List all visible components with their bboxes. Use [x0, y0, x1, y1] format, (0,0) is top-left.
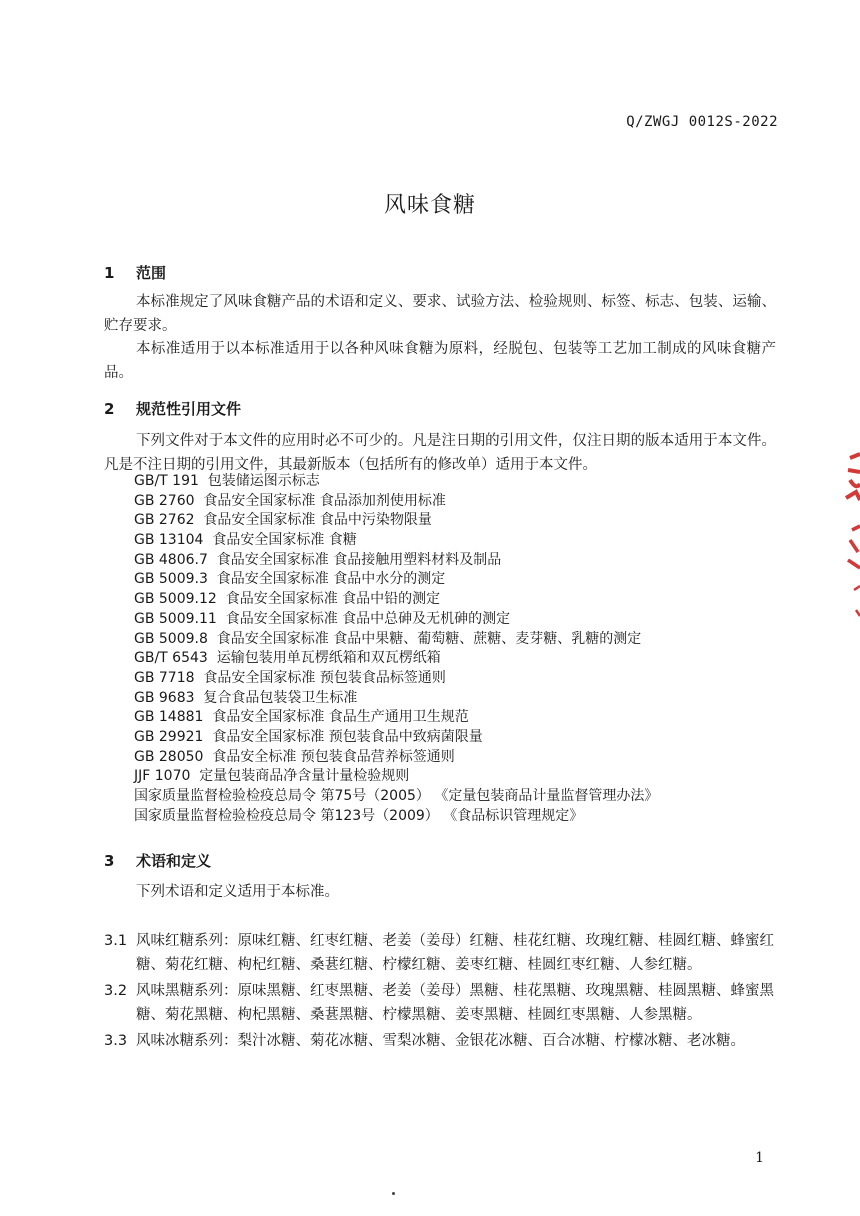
term-text: 风味红糖系列：原味红糖、红枣红糖、老姜（姜母）红糖、桂花红糖、玫瑰红糖、桂圆红糖、蜂蜜红糖、菊花红糖、枸杞红糖、桑葚红糖、柠檬红糖、姜枣红糖、桂圆红枣红糖、人参红糖。: [136, 933, 774, 973]
scope-paragraph-2: 本标准适用于以本标准适用于以各种风味食糖为原料，经脱包、包装等工艺加工制成的风味食糖产品。: [104, 341, 776, 381]
reference-item: GB 5009.12 食品安全国家标准 食品中铅的测定: [134, 591, 441, 608]
section-number: 1: [104, 264, 115, 282]
section-heading-terms: [104, 850, 211, 871]
reference-item: GB 9683 复合食品包装袋卫生标准: [134, 689, 358, 706]
section-number: 2: [104, 400, 115, 418]
terms-list: [104, 929, 780, 1055]
term-number: 3.3: [104, 1033, 128, 1049]
standard-code: Q/ZWGJ 0012S-2022: [626, 114, 778, 130]
reference-item: GB 2762 食品安全国家标准 食品中污染物限量: [134, 512, 432, 529]
terms-intro: 下列术语和定义适用于本标准。: [136, 884, 339, 900]
reference-item: 国家质量监督检验检疫总局令 第123号（2009） 《食品标识管理规定》: [134, 807, 584, 824]
reference-item: GB 14881 食品安全国家标准 食品生产通用卫生规范: [134, 709, 469, 726]
reference-item: GB 28050 食品安全标准 预包装食品营养标签通则: [134, 748, 455, 765]
reference-item: GB 5009.3 食品安全国家标准 食品中水分的测定: [134, 571, 446, 588]
section-number: 3: [104, 852, 115, 870]
reference-item: JJF 1070 定量包装商品净含量计量检验规则: [134, 768, 410, 785]
reference-item: GB/T 191 包装储运图示标志: [134, 473, 320, 489]
term-number: 3.1: [104, 933, 128, 949]
section-heading-scope: [104, 262, 166, 283]
term-number: 3.2: [104, 983, 128, 999]
term-text: 风味黑糖系列：原味黑糖、红枣黑糖、老姜（姜母）黑糖、桂花黑糖、玫瑰黑糖、桂圆黑糖、蜂蜜黑糖、菊花黑糖、枸杞黑糖、桑葚黑糖、柠檬黑糖、姜枣黑糖、桂圆红枣黑糖、人参黑糖。: [136, 983, 774, 1023]
scan-mark: [392, 1192, 395, 1195]
term-item: [104, 979, 780, 1027]
reference-item: GB 4806.7 食品安全国家标准 食品接触用塑料材料及制品: [134, 551, 502, 568]
reference-item: GB 2760 食品安全国家标准 食品添加剂使用标准: [134, 492, 446, 509]
reference-item: GB/T 6543 运输包装用单瓦楞纸箱和双瓦楞纸箱: [134, 650, 441, 667]
reference-item: GB 7718 食品安全国家标准 预包装食品标签通则: [134, 669, 446, 686]
page-number: 1: [755, 1150, 764, 1166]
reference-item: GB 5009.8 食品安全国家标准 食品中果糖、葡萄糖、蔗糖、麦芽糖、乳糖的测定: [134, 630, 642, 647]
reference-list: [134, 472, 658, 826]
section-title: 范围: [136, 264, 167, 282]
reference-item: GB 29921 食品安全国家标准 预包装食品中致病菌限量: [134, 728, 483, 745]
normative-intro: 下列文件对于本文件的应用时必不可少的。凡是注日期的引用文件，仅注日期的版本适用于本文件。凡是不注日期的引用文件，其最新版本（包括所有的修改单）适用于本文件。: [104, 433, 776, 473]
document-title: 风味食糖: [383, 193, 476, 218]
seal-stamp-icon: [820, 440, 860, 630]
section-heading-normative: [104, 398, 241, 419]
reference-item: 国家质量监督检验检疫总局令 第75号（2005） 《定量包装商品计量监督管理办法》: [134, 788, 659, 804]
section-title: 规范性引用文件: [136, 400, 242, 418]
section-title: 术语和定义: [136, 852, 212, 870]
term-text: 风味冰糖系列：梨汁冰糖、菊花冰糖、雪梨冰糖、金银花冰糖、百合冰糖、柠檬冰糖、老冰糖。: [136, 1033, 745, 1049]
scope-paragraph-1: 本标准规定了风味食糖产品的术语和定义、要求、试验方法、检验规则、标签、标志、包装、运输、贮存要求。: [104, 294, 776, 334]
term-item: [104, 1029, 780, 1053]
reference-item: GB 5009.11 食品安全国家标准 食品中总砷及无机砷的测定: [134, 610, 511, 627]
term-item: [104, 929, 780, 977]
reference-item: GB 13104 食品安全国家标准 食糖: [134, 532, 357, 549]
